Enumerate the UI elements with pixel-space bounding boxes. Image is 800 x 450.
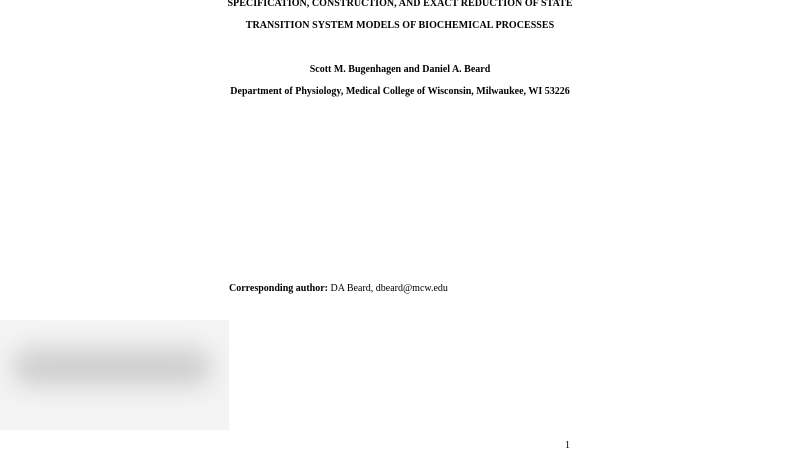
- paper-title-line-1: SPECIFICATION, CONSTRUCTION, AND EXACT REDUCTION OF STATE: [227, 0, 573, 9]
- corresponding-author-contact: DA Beard, dbeard@mcw.edu: [330, 283, 448, 294]
- blurred-shape: [12, 348, 212, 386]
- corresponding-author: [229, 283, 448, 294]
- page-number: 1: [565, 440, 570, 450]
- corresponding-author-label: Corresponding author:: [229, 283, 328, 294]
- author-affiliation: Department of Physiology, Medical College of Wisconsin, Milwaukee, WI 53226: [230, 86, 570, 97]
- blurred-region: [0, 320, 229, 430]
- paper-title-line-2: TRANSITION SYSTEM MODELS OF BIOCHEMICAL PROCESSES: [245, 20, 555, 31]
- author-list: Scott M. Bugenhagen and Daniel A. Beard: [309, 64, 491, 75]
